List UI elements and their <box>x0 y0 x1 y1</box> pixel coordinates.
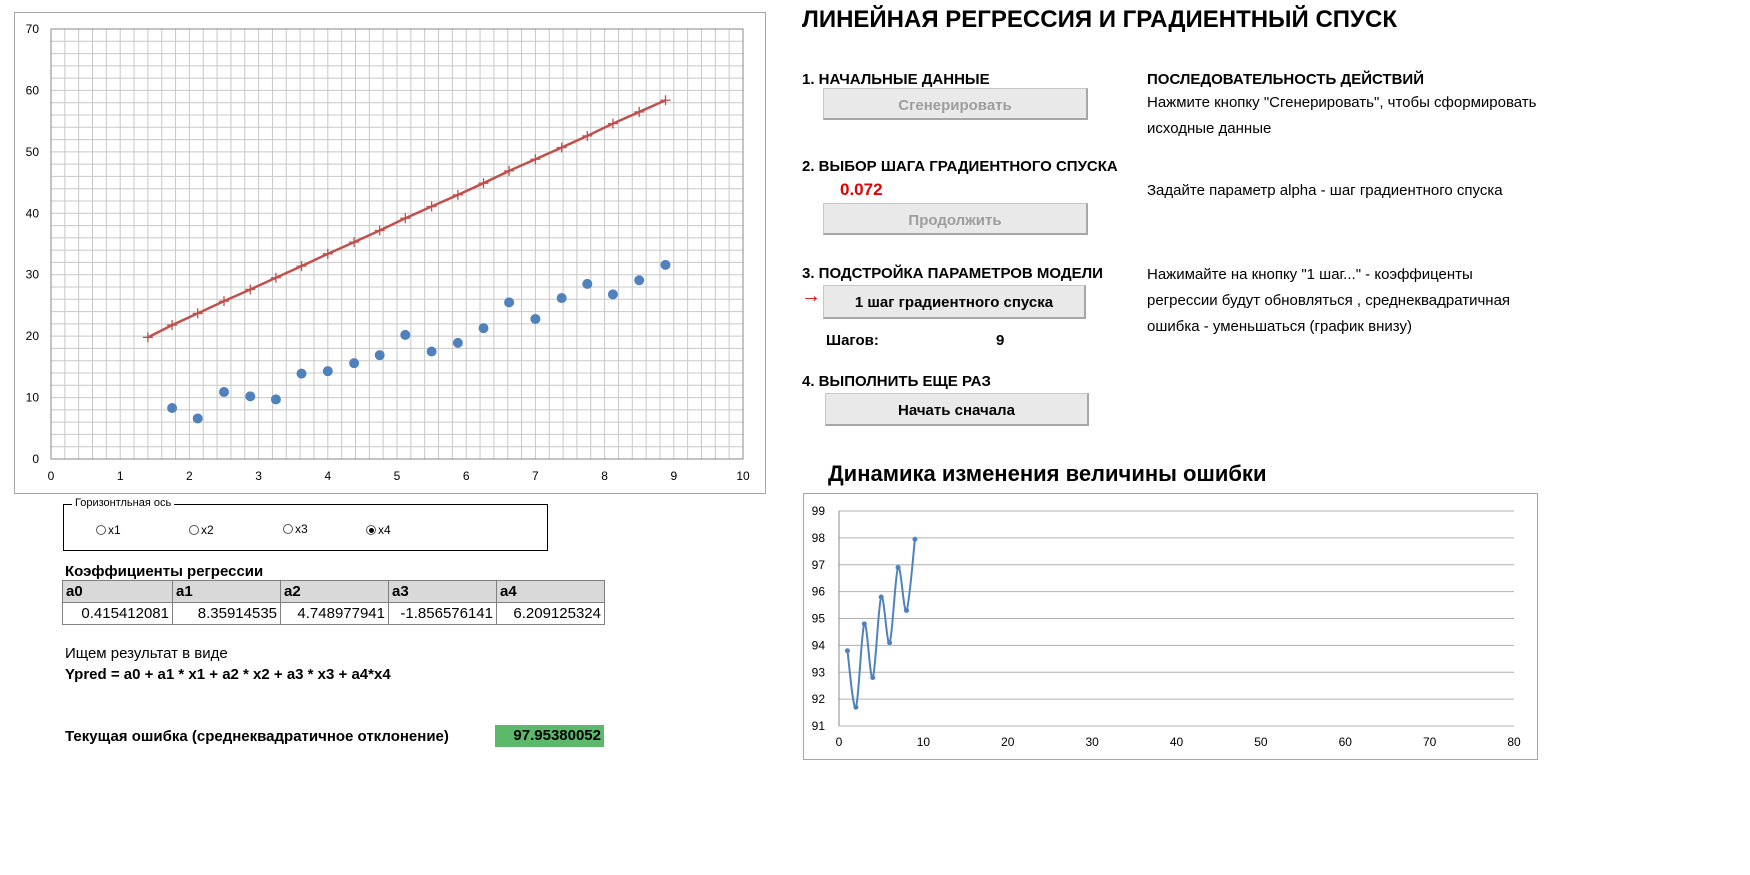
x-tick-label: 9 <box>670 469 678 483</box>
coef-header: a4 <box>497 581 605 603</box>
data-point <box>167 403 177 413</box>
coef-header: a0 <box>63 581 173 603</box>
x-tick-label: 0 <box>47 469 55 483</box>
coef-header: a2 <box>281 581 389 603</box>
radio-x1-label: x1 <box>108 523 121 537</box>
data-point <box>453 338 463 348</box>
data-point <box>479 323 489 333</box>
x-tick-label: 4 <box>324 469 332 483</box>
data-point <box>193 413 203 423</box>
data-point <box>530 314 540 324</box>
arrow-icon: → <box>801 285 821 307</box>
regression-marker <box>453 190 463 200</box>
y-tick-label: 93 <box>811 665 825 680</box>
error-point <box>862 621 867 626</box>
instruction-step-1: Нажмите кнопку "Сгенерировать", чтобы сформировать исходные данные <box>1147 94 1537 137</box>
radio-x4-label: x4 <box>378 523 391 537</box>
radio-x2[interactable] <box>189 523 214 537</box>
section-1-label: 1. НАЧАЛЬНЫЕ ДАННЫЕ <box>802 71 990 88</box>
data-point <box>557 293 567 303</box>
x-tick-label: 7 <box>532 469 539 483</box>
error-chart <box>803 493 1538 760</box>
x-tick-label: 0 <box>835 735 843 749</box>
error-point <box>896 565 901 570</box>
y-tick-label: 92 <box>811 692 825 707</box>
y-tick-label: 95 <box>811 611 825 626</box>
radio-x1-circle[interactable] <box>96 525 106 535</box>
y-tick-label: 40 <box>25 206 39 221</box>
regression-marker <box>193 308 203 318</box>
x-tick-label: 8 <box>601 469 608 483</box>
formula-expression: Ypred = a0 + a1 * x1 + a2 * x2 + a3 * x3 + a4*x4 <box>65 666 391 683</box>
y-tick-label: 30 <box>25 267 39 282</box>
radio-x2-circle[interactable] <box>189 525 199 535</box>
data-point <box>634 275 644 285</box>
data-point <box>427 347 437 357</box>
regression-marker <box>245 284 255 294</box>
x-tick-label: 80 <box>1507 735 1521 749</box>
coef-value: 8.35914535 <box>173 603 281 625</box>
regression-marker <box>530 154 540 164</box>
formula-intro: Ищем результат в виде <box>65 645 228 662</box>
steps-value: 9 <box>996 332 1005 349</box>
data-point <box>297 369 307 379</box>
coef-header: a3 <box>389 581 497 603</box>
regression-marker <box>400 213 410 223</box>
radio-x4-circle[interactable] <box>366 525 376 535</box>
data-point <box>660 260 670 270</box>
gradient-step-button[interactable]: 1 шаг градиентного спуска <box>823 285 1086 319</box>
coef-value: 4.748977941 <box>281 603 389 625</box>
y-tick-label: 94 <box>811 638 825 653</box>
scatter-plot <box>15 13 765 493</box>
regression-marker <box>427 202 437 212</box>
radio-x2-label: x2 <box>201 523 214 537</box>
radio-x3[interactable] <box>283 522 308 536</box>
error-plot <box>804 494 1537 759</box>
x-tick-label: 6 <box>462 469 470 483</box>
x-tick-label: 40 <box>1169 735 1184 749</box>
x-tick-label: 2 <box>186 469 193 483</box>
error-label: Текущая ошибка (среднеквадратичное отклонение) <box>65 728 449 745</box>
coefficients-header-row <box>63 581 605 603</box>
y-tick-label: 0 <box>32 452 39 466</box>
instruction-step-3: Нажимайте на кнопку "1 шаг..." - коэффиценты регрессии будут обновляться , среднеквадратичная ошибка - уменьшаться (график внизу) <box>1147 266 1511 335</box>
x-tick-label: 70 <box>1422 735 1437 749</box>
y-tick-label: 20 <box>25 329 39 344</box>
radio-x1[interactable] <box>96 523 121 537</box>
data-point <box>375 350 385 360</box>
alpha-value[interactable]: 0.072 <box>840 180 883 199</box>
y-tick-label: 98 <box>811 530 825 545</box>
error-point <box>904 608 909 613</box>
data-point <box>219 387 229 397</box>
data-point <box>245 391 255 401</box>
x-tick-label: 5 <box>393 469 401 483</box>
error-chart-title: Динамика изменения величины ошибки <box>828 461 1267 486</box>
x-tick-label: 60 <box>1338 735 1352 749</box>
axis-group-legend: Горизонтльная ось <box>72 497 174 509</box>
error-point <box>853 705 858 710</box>
error-value: 97.95380052 <box>495 725 604 747</box>
coefficients-title: Коэффициенты регрессии <box>65 563 264 580</box>
instructions-heading: ПОСЛЕДОВАТЕЛЬНОСТЬ ДЕЙСТВИЙ <box>1147 71 1424 88</box>
radio-x3-circle[interactable] <box>283 524 293 534</box>
x-tick-label: 10 <box>736 469 750 483</box>
regression-marker <box>504 166 514 176</box>
coef-header: a1 <box>173 581 281 603</box>
radio-x3-label: x3 <box>295 522 308 536</box>
scatter-chart <box>14 12 766 494</box>
error-point <box>845 648 850 653</box>
data-point <box>271 394 281 404</box>
steps-label: Шагов: <box>826 332 879 349</box>
regression-marker <box>660 95 670 105</box>
restart-button[interactable]: Начать сначала <box>825 393 1089 426</box>
coef-value: -1.856576141 <box>389 603 497 625</box>
x-tick-label: 30 <box>1085 735 1099 749</box>
y-tick-label: 50 <box>25 144 39 159</box>
y-tick-label: 96 <box>811 584 825 599</box>
section-3-label: 3. ПОДСТРОЙКА ПАРАМЕТРОВ МОДЕЛИ <box>802 265 1103 282</box>
y-tick-label: 99 <box>811 504 825 518</box>
generate-button[interactable]: Сгенерировать <box>823 88 1088 120</box>
regression-marker <box>143 332 153 342</box>
data-point <box>400 330 410 340</box>
y-tick-label: 91 <box>811 719 825 733</box>
page-title: ЛИНЕЙНАЯ РЕГРЕССИЯ И ГРАДИЕНТНЫЙ СПУСК <box>802 6 1397 33</box>
regression-marker <box>219 296 229 306</box>
coef-value: 0.415412081 <box>63 603 173 625</box>
continue-button[interactable]: Продолжить <box>823 203 1088 235</box>
x-tick-label: 3 <box>255 469 262 483</box>
radio-x4[interactable] <box>366 523 391 537</box>
error-point <box>879 595 884 600</box>
y-tick-label: 60 <box>25 83 39 98</box>
error-point <box>912 537 917 542</box>
section-4-label: 4. ВЫПОЛНИТЬ ЕЩЕ РАЗ <box>802 373 991 390</box>
x-tick-label: 1 <box>116 469 124 483</box>
data-point <box>349 358 359 368</box>
data-point <box>323 366 333 376</box>
data-point <box>608 289 618 299</box>
error-point <box>887 640 892 645</box>
x-tick-label: 50 <box>1254 735 1268 749</box>
section-2-label: 2. ВЫБОР ШАГА ГРАДИЕНТНОГО СПУСКА <box>802 158 1118 175</box>
data-point <box>504 297 514 307</box>
y-tick-label: 70 <box>25 22 39 36</box>
y-tick-label: 10 <box>25 390 39 405</box>
instruction-step-2: Задайте параметр alpha - шаг градиентного спуска <box>1147 182 1503 199</box>
y-tick-label: 97 <box>811 557 825 572</box>
coefficients-value-row <box>63 603 605 625</box>
data-point <box>582 279 592 289</box>
regression-marker <box>349 237 359 247</box>
coef-value: 6.209125324 <box>497 603 605 625</box>
coefficients-table <box>62 580 605 625</box>
x-tick-label: 20 <box>1001 735 1015 749</box>
x-tick-label: 10 <box>916 735 931 749</box>
axis-group <box>63 497 548 551</box>
regression-marker <box>557 143 567 153</box>
error-point <box>870 675 875 680</box>
